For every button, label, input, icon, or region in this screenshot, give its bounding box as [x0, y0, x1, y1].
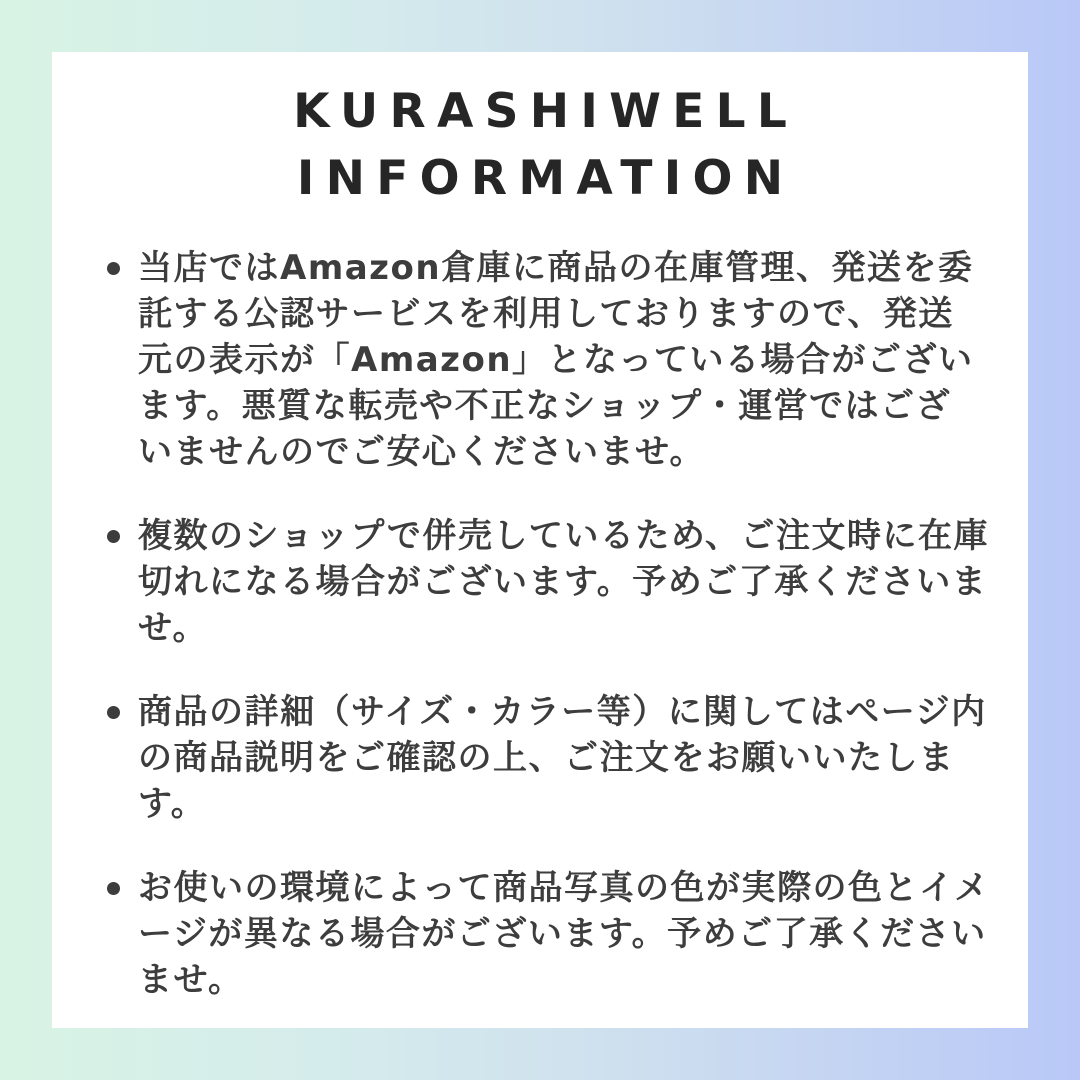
title-line-1: KURASHIWELL: [293, 84, 799, 139]
notice-item-amazon-warehouse: [138, 245, 990, 475]
bullet-icon: [107, 530, 120, 543]
bullet-icon: [107, 706, 120, 719]
notice-text-line: せ。: [138, 608, 208, 648]
bullet-icon: [107, 882, 120, 895]
notice-text-line: お使いの環境によって商品写真の色が実際の色とイメ: [138, 868, 990, 908]
notice-text-line: ます。悪質な転売や不正なショップ・運営ではござ: [138, 386, 952, 426]
notice-list: [52, 245, 1028, 1003]
notice-text-line: 元の表示が「Amazon」となっている場合がござい: [138, 340, 974, 380]
notice-text-line: ませ。: [138, 960, 244, 1000]
title-line-2: INFORMATION: [296, 151, 795, 206]
notice-text-line: 当店ではAmazon倉庫に商品の在庫管理、発送を委: [138, 248, 974, 288]
info-card: [52, 52, 1028, 1028]
page-title: [52, 78, 1028, 212]
notice-text-line: 切れになる場合がございます。予めご了承くださいま: [138, 562, 988, 602]
notice-text-line: ージが異なる場合がございます。予めご了承ください: [138, 914, 987, 954]
notice-text-line: 複数のショップで併売しているため、ご注文時に在庫: [138, 516, 989, 556]
notice-text-line: いませんのでご安心くださいませ。: [138, 432, 705, 472]
notice-text-line: 商品の詳細（サイズ・カラー等）に関してはページ内: [138, 692, 987, 732]
notice-text-line: の商品説明をご確認の上、ご注文をお願いいたしま: [138, 738, 955, 778]
notice-item-color-difference: [138, 865, 990, 1003]
bullet-icon: [107, 262, 120, 275]
notice-text-line: 託する公認サービスを利用しておりますので、発送: [138, 294, 954, 334]
notice-item-product-details: [138, 689, 990, 827]
notice-text-line: す。: [138, 784, 207, 824]
notice-item-stock: [138, 513, 990, 651]
